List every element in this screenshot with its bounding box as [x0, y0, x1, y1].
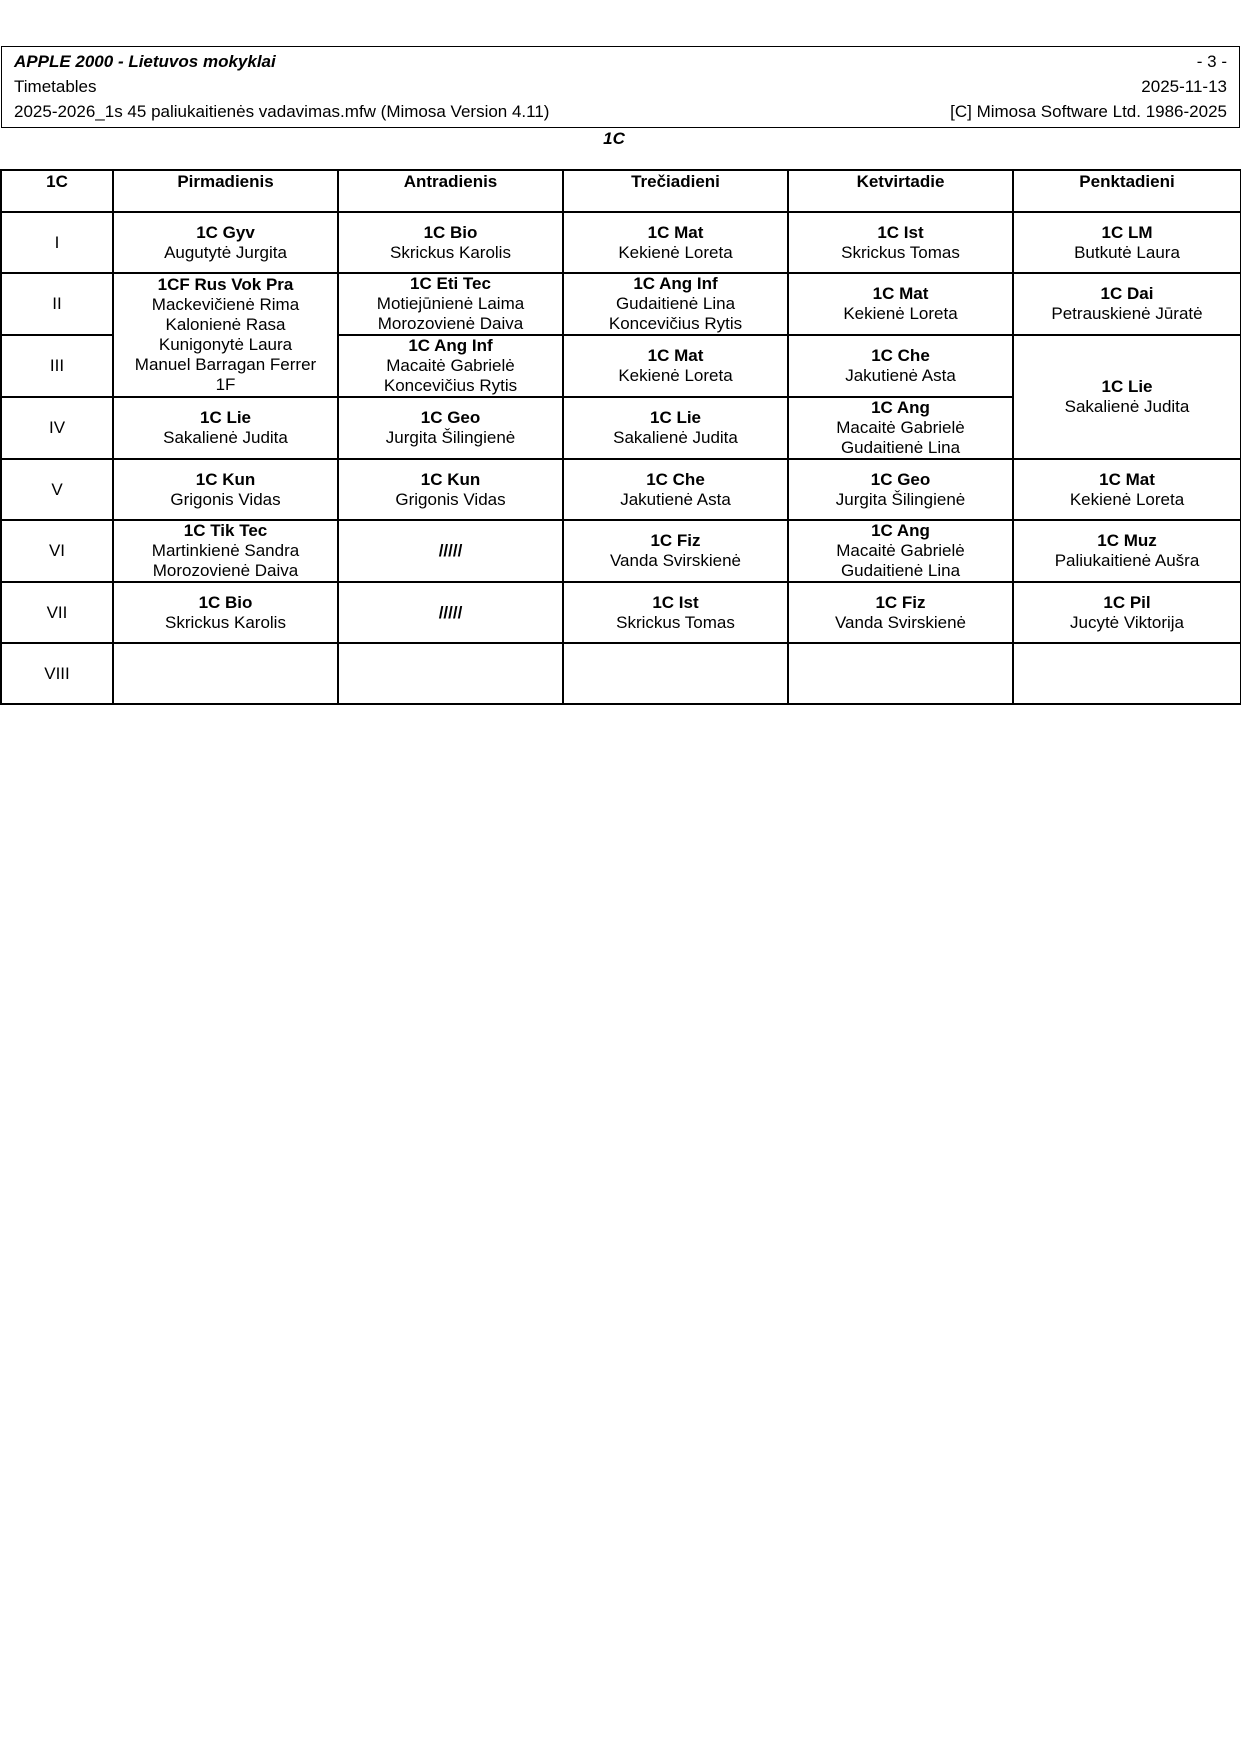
- lesson-cell: [113, 520, 338, 582]
- lesson-teacher: Sakalienė Judita: [613, 428, 738, 447]
- lesson-teacher: Sakalienė Judita: [163, 428, 288, 447]
- blocked-marker: /////: [438, 602, 463, 622]
- lesson-subject: 1C Muz: [1097, 531, 1157, 550]
- lesson-subject: 1C Che: [646, 469, 705, 489]
- lesson-teacher: Vanda Svirskienė: [834, 612, 967, 632]
- lesson-subject: 1C Geo: [870, 469, 931, 489]
- lesson-cell: [563, 335, 788, 397]
- lesson-teacher: Gudaitienė Lina: [840, 438, 961, 457]
- lesson-subject: 1C Che: [871, 346, 930, 365]
- period-row: [1, 520, 1241, 582]
- lesson-subject: 1C Ang: [871, 521, 930, 540]
- report-date: 2025-11-13: [1141, 77, 1227, 96]
- lesson-teacher: Gudaitienė Lina: [840, 561, 961, 580]
- lesson-teacher: Butkutė Laura: [1074, 242, 1180, 262]
- lesson-teacher: Kekienė Loreta: [618, 366, 733, 385]
- empty-cell: [1013, 643, 1241, 704]
- lesson-teacher: Grigonis Vidas: [395, 489, 506, 509]
- lesson-teacher: Jakutienė Asta: [620, 489, 731, 509]
- lesson-teacher: Motiejūnienė Laima: [376, 294, 525, 313]
- lesson-cell: [788, 397, 1013, 459]
- lesson-teacher: Kekienė Loreta: [618, 242, 733, 262]
- lesson-cell: [113, 273, 338, 397]
- lesson-cell: [1013, 273, 1241, 335]
- lesson-subject: 1C Bio: [198, 592, 253, 612]
- lesson-teacher: Skrickus Tomas: [616, 612, 735, 632]
- blocked-cell: [338, 520, 563, 582]
- lesson-cell: [788, 520, 1013, 582]
- lesson-subject: 1C Lie: [649, 408, 702, 427]
- timetable-header-row: [1, 170, 1241, 212]
- period-label: VIII: [1, 643, 113, 704]
- lesson-teacher: Kekienė Loreta: [1069, 489, 1185, 509]
- lesson-subject: 1C Gyv: [196, 222, 255, 242]
- lesson-subject: 1C Eti Tec: [410, 274, 491, 293]
- period-label: IV: [1, 397, 113, 459]
- period-row: [1, 212, 1241, 273]
- lesson-cell: [788, 335, 1013, 397]
- lesson-cell: [113, 397, 338, 459]
- lesson-subject: 1C LM: [1101, 222, 1153, 242]
- lesson-teacher: Manuel Barragan Ferrer: [134, 355, 317, 374]
- blocked-marker: /////: [438, 541, 463, 560]
- lesson-subject: 1C Mat: [872, 284, 929, 303]
- lesson-subject: 1C Ist: [877, 222, 924, 242]
- lesson-teacher: Jucytė Viktorija: [1069, 612, 1184, 632]
- lesson-cell: [563, 459, 788, 520]
- lesson-cell: [1013, 212, 1241, 273]
- lesson-cell: [113, 459, 338, 520]
- page-number: - 3 -: [1196, 52, 1227, 71]
- lesson-cell: [563, 582, 788, 643]
- lesson-subject: 1C Mat: [647, 346, 704, 365]
- day-header: Pirmadienis: [113, 170, 338, 212]
- lesson-subject: 1C Pil: [1103, 592, 1151, 612]
- lesson-cell: [563, 212, 788, 273]
- corner-class-label: 1C: [1, 170, 113, 212]
- lesson-subject: 1C Kun: [195, 469, 256, 489]
- lesson-teacher: Skrickus Karolis: [390, 242, 511, 262]
- lesson-teacher: Skrickus Karolis: [165, 612, 286, 632]
- lesson-teacher: Morozovienė Daiva: [377, 314, 524, 333]
- timetable: [0, 169, 1241, 705]
- lesson-teacher: Koncevičius Rytis: [383, 376, 518, 395]
- period-row: [1, 273, 1241, 335]
- app-title: APPLE 2000 - Lietuvos mokyklai: [14, 52, 276, 71]
- lesson-teacher: Jurgita Šilingienė: [385, 428, 516, 447]
- lesson-subject: 1C Ang Inf: [408, 336, 493, 355]
- lesson-cell: [338, 273, 563, 335]
- period-label: VI: [1, 520, 113, 582]
- lesson-teacher: Augutytė Jurgita: [164, 242, 287, 262]
- lesson-subject: 1C Ist: [652, 592, 699, 612]
- lesson-subject: 1C Mat: [1099, 469, 1155, 489]
- lesson-subject: 1C Fiz: [650, 531, 701, 550]
- lesson-group: 1F: [215, 375, 236, 394]
- day-header: Ketvirtadie: [788, 170, 1013, 212]
- period-row: [1, 643, 1241, 704]
- lesson-subject: 1C Lie: [199, 408, 252, 427]
- class-title: 1C: [603, 129, 625, 148]
- lesson-cell: [113, 582, 338, 643]
- lesson-teacher: Kunigonytė Laura: [158, 335, 293, 354]
- lesson-teacher: Macaitė Gabrielė: [386, 356, 515, 375]
- lesson-subject: 1C Lie: [1101, 377, 1153, 396]
- lesson-subject: 1C Tik Tec: [183, 521, 268, 540]
- lesson-subject: 1C Mat: [647, 222, 704, 242]
- copyright: [C] Mimosa Software Ltd. 1986-2025: [950, 102, 1227, 121]
- lesson-cell: [1013, 335, 1241, 459]
- lesson-cell: [113, 212, 338, 273]
- lesson-teacher: Grigonis Vidas: [170, 489, 281, 509]
- lesson-subject: 1CF Rus Vok Pra: [157, 275, 294, 294]
- lesson-teacher: Jakutienė Asta: [845, 366, 956, 385]
- lesson-teacher: Koncevičius Rytis: [608, 314, 743, 333]
- lesson-cell: [1013, 520, 1241, 582]
- report-type: Timetables: [14, 77, 97, 96]
- day-header: Trečiadieni: [563, 170, 788, 212]
- period-label: VII: [1, 582, 113, 643]
- lesson-cell: [563, 397, 788, 459]
- lesson-cell: [1013, 582, 1241, 643]
- lesson-subject: 1C Fiz: [875, 592, 926, 612]
- lesson-teacher: Macaitė Gabrielė: [836, 541, 965, 560]
- lesson-subject: 1C Dai: [1100, 284, 1154, 303]
- lesson-cell: [788, 212, 1013, 273]
- period-label: III: [1, 335, 113, 397]
- period-row: [1, 582, 1241, 643]
- lesson-teacher: Vanda Svirskienė: [609, 551, 742, 570]
- lesson-teacher: Jurgita Šilingienė: [835, 489, 966, 509]
- period-row: [1, 459, 1241, 520]
- lesson-teacher: Sakalienė Judita: [1064, 397, 1190, 416]
- lesson-teacher: Petrauskienė Jūratė: [1051, 304, 1203, 323]
- lesson-subject: 1C Ang: [871, 398, 930, 417]
- lesson-teacher: Gudaitienė Lina: [615, 294, 736, 313]
- file-name: 2025-2026_1s 45 paliukaitienės vadavimas.mfw (Mimosa Version 4.11): [14, 102, 550, 121]
- lesson-cell: [788, 582, 1013, 643]
- lesson-cell: [788, 459, 1013, 520]
- empty-cell: [338, 643, 563, 704]
- lesson-cell: [338, 335, 563, 397]
- lesson-cell: [563, 273, 788, 335]
- lesson-teacher: Mackevičienė Rima: [151, 295, 300, 314]
- lesson-cell: [1013, 459, 1241, 520]
- lesson-teacher: Macaitė Gabrielė: [836, 418, 965, 437]
- period-label: V: [1, 459, 113, 520]
- empty-cell: [788, 643, 1013, 704]
- lesson-teacher: Morozovienė Daiva: [152, 561, 299, 580]
- lesson-teacher: Martinkienė Sandra: [151, 541, 300, 560]
- period-label: II: [1, 273, 113, 335]
- lesson-subject: 1C Ang Inf: [633, 274, 718, 293]
- lesson-teacher: Skrickus Tomas: [841, 242, 960, 262]
- day-header: Antradienis: [338, 170, 563, 212]
- period-label: I: [1, 212, 113, 273]
- lesson-cell: [338, 212, 563, 273]
- lesson-cell: [788, 273, 1013, 335]
- lesson-teacher: Paliukaitienė Aušra: [1054, 551, 1200, 570]
- lesson-cell: [338, 459, 563, 520]
- empty-cell: [563, 643, 788, 704]
- blocked-cell: [338, 582, 563, 643]
- lesson-subject: 1C Bio: [423, 222, 478, 242]
- lesson-teacher: Kalonienė Rasa: [165, 315, 286, 334]
- day-header: Penktadieni: [1013, 170, 1241, 212]
- lesson-cell: [563, 520, 788, 582]
- empty-cell: [113, 643, 338, 704]
- report-header: [1, 46, 1240, 128]
- lesson-subject: 1C Kun: [420, 469, 481, 489]
- lesson-cell: [338, 397, 563, 459]
- lesson-teacher: Kekienė Loreta: [843, 304, 958, 323]
- lesson-subject: 1C Geo: [420, 408, 481, 427]
